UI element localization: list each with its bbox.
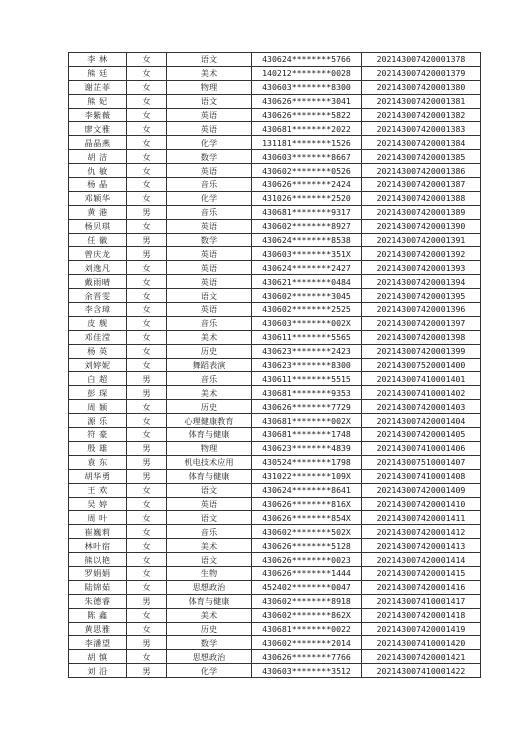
gender-cell: 女 [127, 539, 167, 553]
subject-cell: 数学 [167, 233, 252, 247]
exam-number-cell: 202143007410001422 [362, 664, 481, 678]
gender-cell: 女 [127, 108, 167, 122]
table-row [69, 66, 481, 80]
table-row [69, 178, 481, 192]
exam-number-cell: 202143007420001415 [362, 566, 481, 580]
exam-number-cell: 202143007420001414 [362, 553, 481, 567]
gender-cell: 女 [127, 330, 167, 344]
name-cell: 陈 鑫 [69, 608, 127, 622]
id-number-cell: 430603********351X [252, 247, 362, 261]
table-row [69, 303, 481, 317]
subject-cell: 英语 [167, 108, 252, 122]
exam-number-cell: 202143007420001418 [362, 608, 481, 622]
id-number-cell: 430626********0023 [252, 553, 362, 567]
table-row [69, 580, 481, 594]
exam-number-cell: 202143007420001412 [362, 525, 481, 539]
name-cell: 余晋雯 [69, 289, 127, 303]
gender-cell: 男 [127, 233, 167, 247]
gender-cell: 女 [127, 414, 167, 428]
gender-cell: 女 [127, 178, 167, 192]
exam-number-cell: 202143007420001395 [362, 289, 481, 303]
name-cell: 曾庆龙 [69, 247, 127, 261]
exam-number-cell: 202143007420001378 [362, 53, 481, 67]
exam-number-cell: 202143007420001391 [362, 233, 481, 247]
id-number-cell: 430603********3512 [252, 664, 362, 678]
subject-cell: 舞蹈表演 [167, 358, 252, 372]
name-cell: 朱德睿 [69, 594, 127, 608]
subject-cell: 体育与健康 [167, 428, 252, 442]
exam-number-cell: 202143007420001393 [362, 261, 481, 275]
name-cell: 邓颖华 [69, 191, 127, 205]
gender-cell: 女 [127, 344, 167, 358]
exam-number-cell: 202143007410001401 [362, 372, 481, 386]
subject-cell: 物理 [167, 441, 252, 455]
gender-cell: 男 [127, 469, 167, 483]
id-number-cell: 430611********5565 [252, 330, 362, 344]
subject-cell: 语文 [167, 483, 252, 497]
id-number-cell: 430603********002X [252, 316, 362, 330]
table-row [69, 469, 481, 483]
name-cell: 胡华勇 [69, 469, 127, 483]
id-number-cell: 430611********5515 [252, 372, 362, 386]
subject-cell: 生物 [167, 566, 252, 580]
subject-cell: 思想政治 [167, 580, 252, 594]
exam-number-cell: 202143007420001403 [362, 400, 481, 414]
gender-cell: 女 [127, 483, 167, 497]
gender-cell: 女 [127, 53, 167, 67]
gender-cell: 男 [127, 247, 167, 261]
subject-cell: 语文 [167, 94, 252, 108]
subject-cell: 数学 [167, 636, 252, 650]
subject-cell: 英语 [167, 497, 252, 511]
subject-cell: 化学 [167, 664, 252, 678]
id-number-cell: 430626********7729 [252, 400, 362, 414]
gender-cell: 男 [127, 205, 167, 219]
name-cell: 廖文雅 [69, 122, 127, 136]
exam-number-cell: 202143007410001408 [362, 469, 481, 483]
name-cell: 杨 晶 [69, 178, 127, 192]
id-number-cell: 430623********4839 [252, 441, 362, 455]
subject-cell: 音乐 [167, 525, 252, 539]
gender-cell: 男 [127, 372, 167, 386]
name-cell: 杨 英 [69, 344, 127, 358]
gender-cell: 女 [127, 303, 167, 317]
gender-cell: 女 [127, 511, 167, 525]
gender-cell: 女 [127, 580, 167, 594]
gender-cell: 女 [127, 622, 167, 636]
gender-cell: 女 [127, 122, 167, 136]
table-row [69, 233, 481, 247]
name-cell: 刘逸凡 [69, 261, 127, 275]
id-number-cell: 430624********5766 [252, 53, 362, 67]
gender-cell: 男 [127, 636, 167, 650]
exam-number-cell: 202143007420001410 [362, 497, 481, 511]
id-number-cell: 430626********1444 [252, 566, 362, 580]
name-cell: 周 叶 [69, 511, 127, 525]
name-cell: 源 乐 [69, 414, 127, 428]
applicant-table-body [69, 53, 481, 678]
subject-cell: 英语 [167, 122, 252, 136]
gender-cell: 男 [127, 441, 167, 455]
name-cell: 吴 婷 [69, 497, 127, 511]
applicant-table [68, 52, 481, 678]
table-row [69, 108, 481, 122]
exam-number-cell: 202143007410001420 [362, 636, 481, 650]
id-number-cell: 430524********1798 [252, 455, 362, 469]
subject-cell: 英语 [167, 261, 252, 275]
exam-number-cell: 202143007420001392 [362, 247, 481, 261]
gender-cell: 女 [127, 191, 167, 205]
exam-number-cell: 202143007420001394 [362, 275, 481, 289]
id-number-cell: 430602********862X [252, 608, 362, 622]
table-row [69, 664, 481, 678]
name-cell: 李紫薇 [69, 108, 127, 122]
id-number-cell: 430626********7766 [252, 650, 362, 664]
exam-number-cell: 202143007420001389 [362, 205, 481, 219]
id-number-cell: 430626********854X [252, 511, 362, 525]
table-row [69, 622, 481, 636]
table-row [69, 205, 481, 219]
table-row [69, 428, 481, 442]
exam-number-cell: 202143007420001405 [362, 428, 481, 442]
gender-cell: 女 [127, 316, 167, 330]
gender-cell: 男 [127, 594, 167, 608]
id-number-cell: 430681********9353 [252, 386, 362, 400]
subject-cell: 语文 [167, 289, 252, 303]
table-row [69, 191, 481, 205]
table-row [69, 330, 481, 344]
id-number-cell: 430602********8927 [252, 219, 362, 233]
subject-cell: 音乐 [167, 178, 252, 192]
id-number-cell: 430681********002X [252, 414, 362, 428]
subject-cell: 心理健康教育 [167, 414, 252, 428]
subject-cell: 语文 [167, 511, 252, 525]
table-row [69, 594, 481, 608]
subject-cell: 机电技术应用 [167, 455, 252, 469]
id-number-cell: 430603********8667 [252, 150, 362, 164]
subject-cell: 美术 [167, 539, 252, 553]
subject-cell: 体育与健康 [167, 469, 252, 483]
table-row [69, 539, 481, 553]
id-number-cell: 431022********109X [252, 469, 362, 483]
subject-cell: 物理 [167, 80, 252, 94]
name-cell: 袁 东 [69, 455, 127, 469]
id-number-cell: 430602********2014 [252, 636, 362, 650]
id-number-cell: 430624********8641 [252, 483, 362, 497]
name-cell: 皮 舰 [69, 316, 127, 330]
subject-cell: 语文 [167, 53, 252, 67]
name-cell: 刘婷妮 [69, 358, 127, 372]
name-cell: 李潘望 [69, 636, 127, 650]
table-row [69, 122, 481, 136]
id-number-cell: 452402********0047 [252, 580, 362, 594]
table-row [69, 219, 481, 233]
table-row [69, 553, 481, 567]
name-cell: 黄思雅 [69, 622, 127, 636]
exam-number-cell: 202143007410001406 [362, 441, 481, 455]
gender-cell: 女 [127, 136, 167, 150]
name-cell: 林叶宿 [69, 539, 127, 553]
exam-number-cell: 202143007420001419 [362, 622, 481, 636]
exam-number-cell: 202143007420001379 [362, 66, 481, 80]
table-row [69, 289, 481, 303]
name-cell: 熊 妃 [69, 94, 127, 108]
id-number-cell: 430602********8918 [252, 594, 362, 608]
subject-cell: 历史 [167, 344, 252, 358]
id-number-cell: 140212********0028 [252, 66, 362, 80]
subject-cell: 英语 [167, 275, 252, 289]
gender-cell: 女 [127, 164, 167, 178]
gender-cell: 女 [127, 275, 167, 289]
table-row [69, 275, 481, 289]
gender-cell: 男 [127, 386, 167, 400]
gender-cell: 女 [127, 219, 167, 233]
table-row [69, 80, 481, 94]
exam-number-cell: 202143007420001413 [362, 539, 481, 553]
name-cell: 戴雨晴 [69, 275, 127, 289]
table-row [69, 511, 481, 525]
id-number-cell: 430626********2424 [252, 178, 362, 192]
exam-number-cell: 202143007420001384 [362, 136, 481, 150]
id-number-cell: 430603********8300 [252, 80, 362, 94]
gender-cell: 女 [127, 608, 167, 622]
gender-cell: 女 [127, 261, 167, 275]
id-number-cell: 430602********502X [252, 525, 362, 539]
exam-number-cell: 202143007410001417 [362, 594, 481, 608]
table-row [69, 150, 481, 164]
name-cell: 李含璋 [69, 303, 127, 317]
table-row [69, 344, 481, 358]
name-cell: 刘 沿 [69, 664, 127, 678]
exam-number-cell: 202143007420001409 [362, 483, 481, 497]
exam-number-cell: 202143007420001380 [362, 80, 481, 94]
table-row [69, 316, 481, 330]
subject-cell: 思想政治 [167, 650, 252, 664]
gender-cell: 女 [127, 358, 167, 372]
exam-number-cell: 202143007420001416 [362, 580, 481, 594]
exam-number-cell: 202143007420001381 [362, 94, 481, 108]
id-number-cell: 430626********3041 [252, 94, 362, 108]
name-cell: 陆锦茹 [69, 580, 127, 594]
name-cell: 李 林 [69, 53, 127, 67]
table-row [69, 483, 481, 497]
id-number-cell: 430681********1748 [252, 428, 362, 442]
exam-number-cell: 202143007420001382 [362, 108, 481, 122]
name-cell: 谢芷菲 [69, 80, 127, 94]
name-cell: 符 豪 [69, 428, 127, 442]
table-row [69, 441, 481, 455]
exam-number-cell: 202143007420001396 [362, 303, 481, 317]
subject-cell: 英语 [167, 247, 252, 261]
gender-cell: 女 [127, 497, 167, 511]
id-number-cell: 431026********2520 [252, 191, 362, 205]
subject-cell: 音乐 [167, 372, 252, 386]
subject-cell: 美术 [167, 386, 252, 400]
id-number-cell: 430626********5822 [252, 108, 362, 122]
exam-number-cell: 202143007420001399 [362, 344, 481, 358]
exam-number-cell: 202143007420001383 [362, 122, 481, 136]
id-number-cell: 430602********0526 [252, 164, 362, 178]
id-number-cell: 430621********0484 [252, 275, 362, 289]
table-row [69, 636, 481, 650]
name-cell: 杨贝琪 [69, 219, 127, 233]
table-row [69, 497, 481, 511]
exam-number-cell: 202143007420001387 [362, 178, 481, 192]
subject-cell: 美术 [167, 66, 252, 80]
table-row [69, 525, 481, 539]
exam-number-cell: 202143007520001400 [362, 358, 481, 372]
exam-number-cell: 202143007420001404 [362, 414, 481, 428]
exam-number-cell: 202143007420001411 [362, 511, 481, 525]
gender-cell: 女 [127, 80, 167, 94]
table-row [69, 136, 481, 150]
subject-cell: 历史 [167, 400, 252, 414]
id-number-cell: 430624********8538 [252, 233, 362, 247]
id-number-cell: 131181********1526 [252, 136, 362, 150]
gender-cell: 女 [127, 289, 167, 303]
table-row [69, 650, 481, 664]
exam-number-cell: 202143007420001397 [362, 316, 481, 330]
gender-cell: 女 [127, 525, 167, 539]
exam-number-cell: 202143007420001385 [362, 150, 481, 164]
gender-cell: 女 [127, 650, 167, 664]
subject-cell: 英语 [167, 219, 252, 233]
subject-cell: 美术 [167, 330, 252, 344]
name-cell: 罗娟娟 [69, 566, 127, 580]
gender-cell: 女 [127, 150, 167, 164]
exam-number-cell: 202143007510001407 [362, 455, 481, 469]
subject-cell: 化学 [167, 136, 252, 150]
subject-cell: 美术 [167, 608, 252, 622]
gender-cell: 女 [127, 553, 167, 567]
table-row [69, 414, 481, 428]
table-row [69, 53, 481, 67]
subject-cell: 语文 [167, 553, 252, 567]
table-row [69, 372, 481, 386]
exam-number-cell: 202143007420001421 [362, 650, 481, 664]
name-cell: 熊 廷 [69, 66, 127, 80]
name-cell: 崔巍莉 [69, 525, 127, 539]
name-cell: 胡 洁 [69, 150, 127, 164]
name-cell: 周 颖 [69, 400, 127, 414]
id-number-cell: 430681********9317 [252, 205, 362, 219]
table-row [69, 386, 481, 400]
gender-cell: 男 [127, 455, 167, 469]
name-cell: 殷 雄 [69, 441, 127, 455]
subject-cell: 音乐 [167, 205, 252, 219]
name-cell: 彭 琛 [69, 386, 127, 400]
subject-cell: 化学 [167, 191, 252, 205]
subject-cell: 数学 [167, 150, 252, 164]
id-number-cell: 430626********816X [252, 497, 362, 511]
name-cell: 仇 敏 [69, 164, 127, 178]
id-number-cell: 430623********2423 [252, 344, 362, 358]
gender-cell: 女 [127, 566, 167, 580]
table-row [69, 566, 481, 580]
id-number-cell: 430626********5128 [252, 539, 362, 553]
subject-cell: 体育与健康 [167, 594, 252, 608]
id-number-cell: 430623********8300 [252, 358, 362, 372]
table-row [69, 358, 481, 372]
exam-number-cell: 202143007420001390 [362, 219, 481, 233]
name-cell: 王 欢 [69, 483, 127, 497]
exam-number-cell: 202143007420001386 [362, 164, 481, 178]
gender-cell: 女 [127, 400, 167, 414]
subject-cell: 音乐 [167, 316, 252, 330]
name-cell: 白 超 [69, 372, 127, 386]
id-number-cell: 430681********2022 [252, 122, 362, 136]
id-number-cell: 430602********3045 [252, 289, 362, 303]
name-cell: 胡 慎 [69, 650, 127, 664]
subject-cell: 英语 [167, 164, 252, 178]
table-row [69, 608, 481, 622]
table-row [69, 261, 481, 275]
exam-number-cell: 202143007410001402 [362, 386, 481, 400]
subject-cell: 历史 [167, 622, 252, 636]
table-row [69, 247, 481, 261]
name-cell: 黄 港 [69, 205, 127, 219]
exam-number-cell: 202143007420001388 [362, 191, 481, 205]
id-number-cell: 430681********0022 [252, 622, 362, 636]
gender-cell: 男 [127, 664, 167, 678]
exam-number-cell: 202143007420001398 [362, 330, 481, 344]
name-cell: 邓佳滢 [69, 330, 127, 344]
name-cell: 任 徽 [69, 233, 127, 247]
name-cell: 熊以艳 [69, 553, 127, 567]
gender-cell: 女 [127, 428, 167, 442]
table-row [69, 94, 481, 108]
gender-cell: 女 [127, 66, 167, 80]
table-row [69, 400, 481, 414]
subject-cell: 英语 [167, 303, 252, 317]
table-row [69, 164, 481, 178]
gender-cell: 女 [127, 94, 167, 108]
id-number-cell: 430602********2525 [252, 303, 362, 317]
id-number-cell: 430624********2427 [252, 261, 362, 275]
name-cell: 晶晶燕 [69, 136, 127, 150]
table-row [69, 455, 481, 469]
